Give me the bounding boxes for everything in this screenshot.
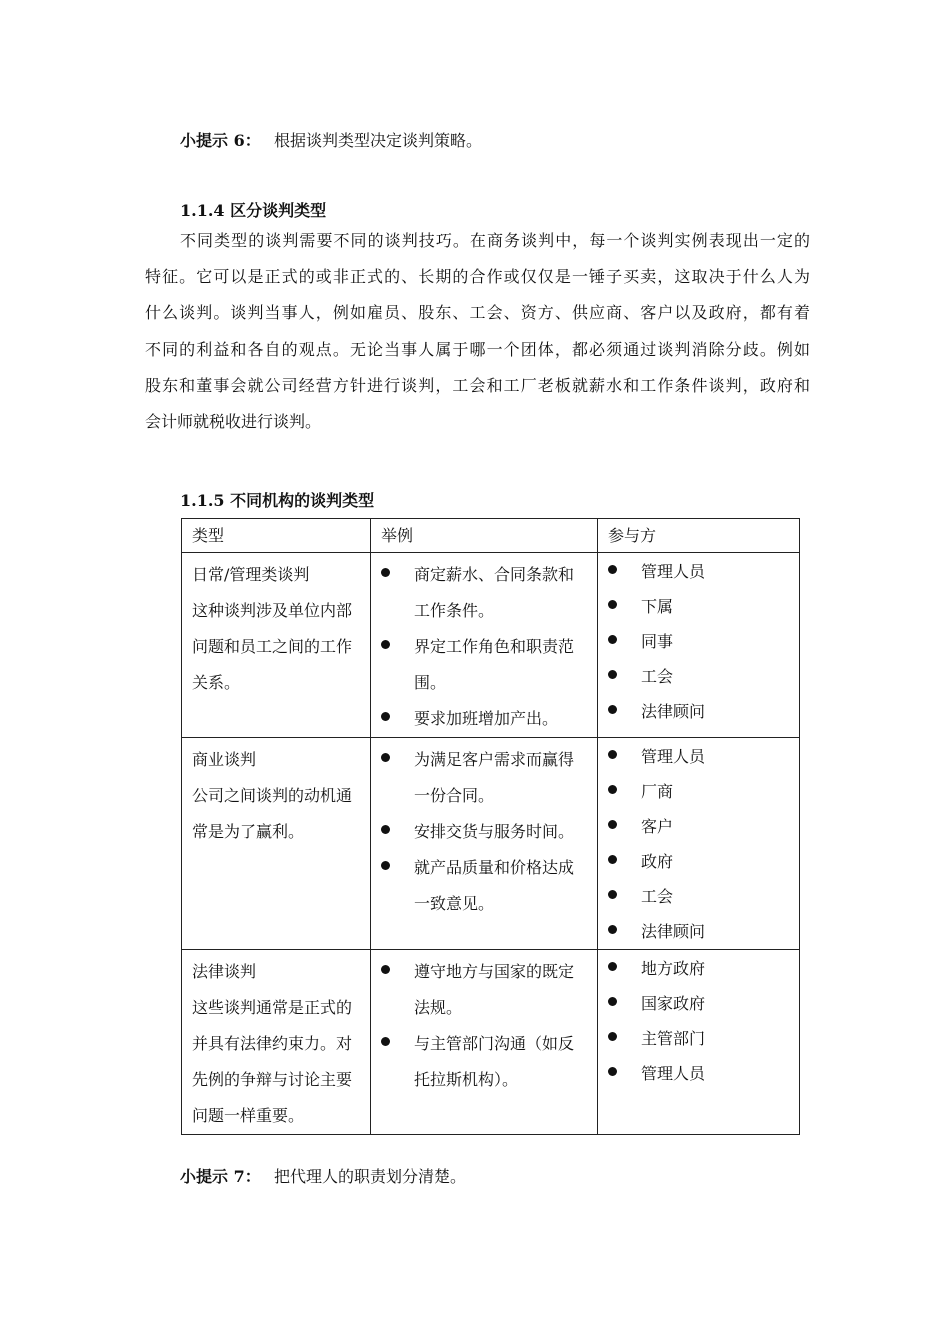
header-examples: 举例: [381, 526, 414, 545]
example-item: [381, 814, 589, 850]
section-1-1-4-paragraph: [145, 223, 810, 440]
party-text: 工会: [641, 887, 674, 906]
party-text: 管理人员: [641, 562, 706, 581]
party-item: [608, 774, 791, 809]
table-header-row: [182, 519, 800, 553]
type-title: 商业谈判: [192, 750, 257, 769]
party-item: [608, 659, 791, 694]
tip-7: [180, 1164, 466, 1187]
bullet-icon: [608, 820, 617, 829]
party-item: [608, 879, 791, 914]
bullet-icon: [608, 785, 617, 794]
type-desc-line: 常是为了赢利。: [192, 822, 305, 841]
party-item: [608, 951, 791, 986]
tip-6-label: 小提示 6：: [180, 131, 261, 150]
tip-6: [180, 128, 482, 151]
bullet-icon: [608, 890, 617, 899]
party-item: [608, 809, 791, 844]
tip-7-label: 小提示 7：: [180, 1167, 261, 1186]
type-desc-line: 公司之间谈判的动机通: [192, 786, 353, 805]
party-item: [608, 589, 791, 624]
party-item: [608, 1021, 791, 1056]
table-row: [182, 738, 800, 950]
type-desc-line: 先例的争辩与讨论主要: [192, 1070, 353, 1089]
party-text: 客户: [641, 817, 674, 836]
party-item: [608, 914, 791, 949]
party-text: 法律顾问: [641, 702, 706, 721]
table-header-cell: [182, 519, 371, 553]
header-parties: 参与方: [608, 526, 657, 545]
bullet-icon: [608, 962, 617, 971]
negotiation-types-table: [181, 518, 800, 1135]
bullet-icon: [381, 965, 390, 974]
parties-cell: [598, 950, 800, 1135]
example-item: [381, 629, 589, 701]
type-desc-line: 关系。: [192, 673, 241, 692]
paragraph-line: 不同的利益和各自的观点。无论当事人属于哪一个团体，都必须通过谈判消除分歧。例如: [145, 339, 810, 359]
parties-cell: [598, 738, 800, 950]
party-text: 国家政府: [641, 994, 706, 1013]
example-item: [381, 742, 589, 814]
bullet-icon: [381, 1037, 390, 1046]
type-title: 法律谈判: [192, 962, 257, 981]
bullet-icon: [608, 565, 617, 574]
party-item: [608, 694, 791, 729]
table-header-cell: [371, 519, 598, 553]
bullet-icon: [608, 670, 617, 679]
example-text: 商定薪水、合同条款和 工作条件。: [414, 565, 575, 620]
party-text: 工会: [641, 667, 674, 686]
party-text: 地方政府: [641, 959, 706, 978]
example-item: [381, 954, 589, 1026]
type-desc-line: 问题和员工之间的工作: [192, 637, 353, 656]
type-desc-line: 这些谈判通常是正式的: [192, 998, 353, 1017]
type-desc-line: 这种谈判涉及单位内部: [192, 601, 353, 620]
party-item: [608, 554, 791, 589]
party-text: 同事: [641, 632, 674, 651]
bullet-icon: [608, 705, 617, 714]
bullet-icon: [381, 712, 390, 721]
paragraph-line: 特征。它可以是正式的或非正式的、长期的合作或仅仅是一锤子买卖，这取决于什么人为: [145, 267, 810, 287]
bullet-icon: [381, 568, 390, 577]
bullet-icon: [381, 861, 390, 870]
bullet-icon: [608, 855, 617, 864]
examples-cell: [371, 950, 598, 1135]
party-text: 政府: [641, 852, 674, 871]
party-item: [608, 844, 791, 879]
type-cell: [182, 553, 371, 738]
type-desc-line: 问题一样重要。: [192, 1106, 305, 1125]
party-item: [608, 624, 791, 659]
example-text: 遵守地方与国家的既定 法规。: [414, 962, 575, 1017]
party-text: 主管部门: [641, 1029, 706, 1048]
paragraph-line: 不同类型的谈判需要不同的谈判技巧。在商务谈判中，每一个谈判实例表现出一定的: [180, 231, 810, 250]
bullet-icon: [381, 753, 390, 762]
bullet-icon: [608, 1032, 617, 1041]
paragraph-line: 什么谈判。谈判当事人，例如雇员、股东、工会、资方、供应商、客户以及政府，都有着: [145, 303, 810, 323]
bullet-icon: [608, 750, 617, 759]
party-item: [608, 1056, 791, 1091]
party-text: 管理人员: [641, 747, 706, 766]
party-text: 下属: [641, 597, 674, 616]
party-item: [608, 986, 791, 1021]
example-item: [381, 1026, 589, 1098]
section-1-1-5-heading: 1.1.5 不同机构的谈判类型: [180, 491, 375, 510]
bullet-icon: [608, 1067, 617, 1076]
bullet-icon: [381, 640, 390, 649]
example-text: 安排交货与服务时间。: [414, 822, 575, 841]
examples-cell: [371, 553, 598, 738]
party-text: 法律顾问: [641, 922, 706, 941]
party-text: 管理人员: [641, 1064, 706, 1083]
examples-cell: [371, 738, 598, 950]
example-text: 与主管部门沟通（如反 托拉斯机构）。: [414, 1034, 575, 1089]
bullet-icon: [608, 600, 617, 609]
party-item: [608, 739, 791, 774]
example-text: 要求加班增加产出。: [414, 709, 559, 728]
example-item: [381, 701, 589, 737]
paragraph-line: 会计师就税收进行谈判。: [145, 412, 322, 432]
header-type: 类型: [192, 526, 225, 545]
table-row: [182, 950, 800, 1135]
paragraph-line: 股东和董事会就公司经营方针进行谈判，工会和工厂老板就薪水和工作条件谈判，政府和: [145, 375, 810, 395]
example-text: 界定工作角色和职责范 围。: [414, 637, 575, 692]
type-cell: [182, 950, 371, 1135]
table-row: [182, 553, 800, 738]
example-text: 就产品质量和价格达成 一致意见。: [414, 858, 575, 913]
type-cell: [182, 738, 371, 950]
bullet-icon: [608, 997, 617, 1006]
example-text: 为满足客户需求而赢得 一份合同。: [414, 750, 575, 805]
bullet-icon: [608, 925, 617, 934]
type-title: 日常/管理类谈判: [192, 565, 310, 584]
party-text: 厂商: [641, 782, 674, 801]
example-item: [381, 850, 589, 922]
example-item: [381, 557, 589, 629]
section-1-1-4-heading: 1.1.4 区分谈判类型: [180, 201, 327, 220]
bullet-icon: [381, 825, 390, 834]
tip-6-text: 根据谈判类型决定谈判策略。: [274, 131, 483, 150]
table-header-cell: [598, 519, 800, 553]
bullet-icon: [608, 635, 617, 644]
parties-cell: [598, 553, 800, 738]
type-desc-line: 并具有法律约束力。对: [192, 1034, 353, 1053]
tip-7-text: 把代理人的职责划分清楚。: [274, 1167, 467, 1186]
